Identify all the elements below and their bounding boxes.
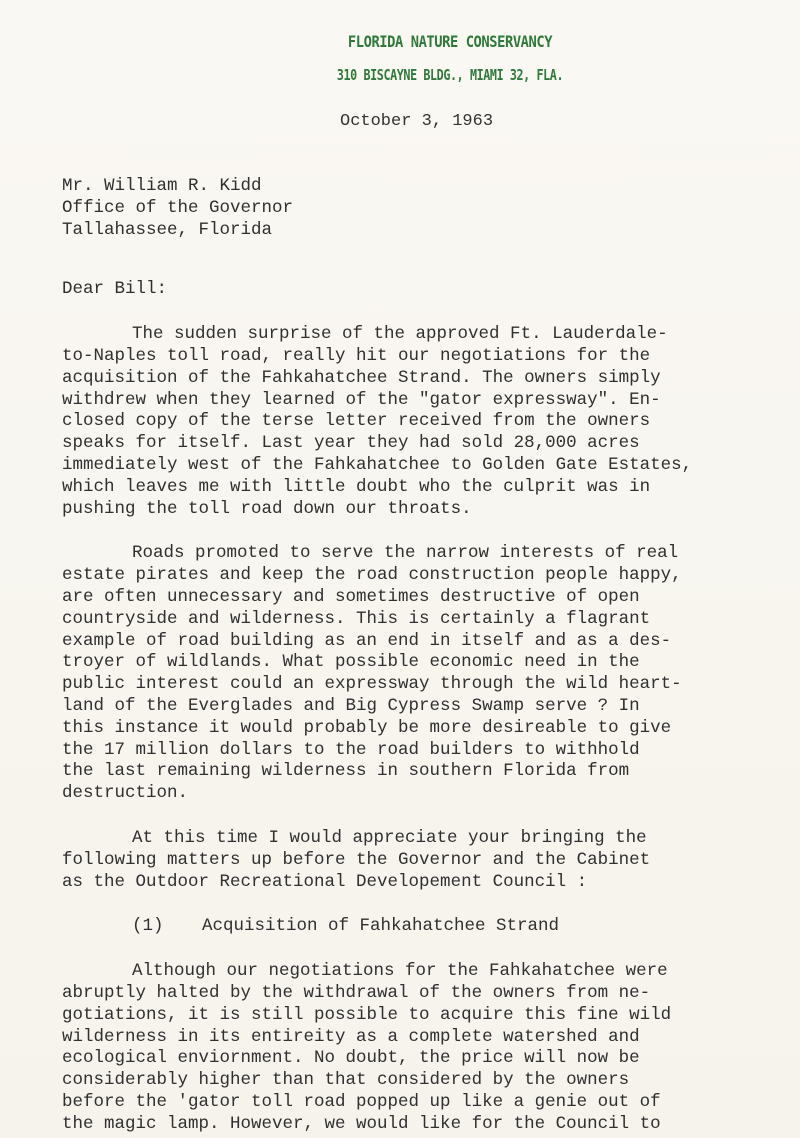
paragraph-line: gotiations, it is still possible to acquire this fine wild	[62, 1004, 672, 1025]
paragraph-2	[62, 543, 762, 805]
paragraph-line: countryside and wilderness. This is certainly a flagrant	[62, 608, 651, 629]
paragraph-line: abruptly halted by the withdrawal of the owners from ne-	[62, 982, 651, 1003]
paragraph-line: Roads promoted to serve the narrow interests of real	[132, 543, 679, 564]
paragraph-line: troyer of wildlands. What possible economic need in the	[62, 652, 640, 673]
item-heading-line	[132, 916, 762, 938]
paragraph-line: which leaves me with little doubt who the culprit was in	[62, 476, 651, 497]
letterhead-organization: FLORIDA NATURE CONSERVANCY	[347, 32, 553, 51]
paragraph-line: At this time I would appreciate your bringing the	[132, 827, 647, 848]
item-number: (1)	[132, 916, 164, 937]
paragraph-1	[62, 324, 762, 520]
paragraph-line: the magic lamp. However, we would like for the Council to	[62, 1113, 661, 1134]
paragraph-line: wilderness in its entireity as a complete watershed and	[62, 1026, 640, 1047]
paragraph-3	[62, 828, 762, 893]
letterhead-address: 310 BISCAYNE BLDG., MIAMI 32, FLA.	[336, 66, 564, 84]
paragraph-line: withdrew when they learned of the "gator expressway". En-	[62, 389, 661, 410]
paragraph-line: public interest could an expressway through the wild heart-	[62, 674, 682, 695]
paragraph-line: following matters up before the Governor and the Cabinet	[62, 849, 651, 870]
paragraph-line: The sudden surprise of the approved Ft. Lauderdale-	[132, 324, 668, 345]
paragraph-line: immediately west of the Fahkahatchee to Golden Gate Estates,	[62, 454, 693, 475]
paragraph-line: estate pirates and keep the road construction people happy,	[62, 565, 682, 586]
paragraph-line: as the Outdoor Recreational Developement Council :	[62, 871, 588, 892]
paragraph-line: closed copy of the terse letter received from the owners	[62, 411, 651, 432]
paragraph-line: this instance it would probably be more desireable to give	[62, 717, 672, 738]
recipient-address	[62, 176, 762, 241]
paragraph-4	[62, 961, 762, 1135]
recipient-line: Mr. William R. Kidd	[62, 176, 262, 196]
salutation	[62, 279, 762, 301]
paragraph-line: considerably higher than that considered by the owners	[62, 1070, 630, 1091]
paragraph-line: before the 'gator toll road popped up like a genie out of	[62, 1091, 661, 1112]
recipient-line: Tallahassee, Florida	[62, 219, 273, 240]
letter-body	[62, 176, 762, 1135]
item-heading	[62, 916, 762, 938]
paragraph-line: land of the Everglades and Big Cypress Swamp serve ? In	[62, 695, 640, 716]
item-title: Acquisition of Fahkahatchee Strand	[202, 916, 560, 937]
paragraph-line: example of road building as an end in itself and as a des-	[62, 630, 672, 651]
paragraph-line: speaks for itself. Last year they had sold 28,000 acres	[62, 433, 640, 454]
recipient-line: Office of the Governor	[62, 197, 294, 218]
paragraph-line: ecological enviornment. No doubt, the price will now be	[62, 1048, 640, 1069]
paragraph-line: Although our negotiations for the Fahkahatchee were	[132, 961, 668, 982]
letter-date: October 3, 1963	[340, 112, 494, 131]
paragraph-line: destruction.	[62, 783, 189, 804]
paragraph-line: the last remaining wilderness in southern Florida from	[62, 761, 630, 782]
paragraph-line: the 17 million dollars to the road builders to withhold	[62, 739, 640, 760]
paragraph-line: acquisition of the Fahkahatchee Strand. The owners simply	[62, 367, 661, 388]
paragraph-line: are often unnecessary and sometimes destructive of open	[62, 586, 640, 607]
paragraph-line: pushing the toll road down our throats.	[62, 498, 472, 519]
letterhead	[300, 30, 600, 86]
salutation-text: Dear Bill:	[62, 279, 168, 300]
paragraph-line: to-Naples toll road, really hit our negotiations for the	[62, 345, 651, 366]
